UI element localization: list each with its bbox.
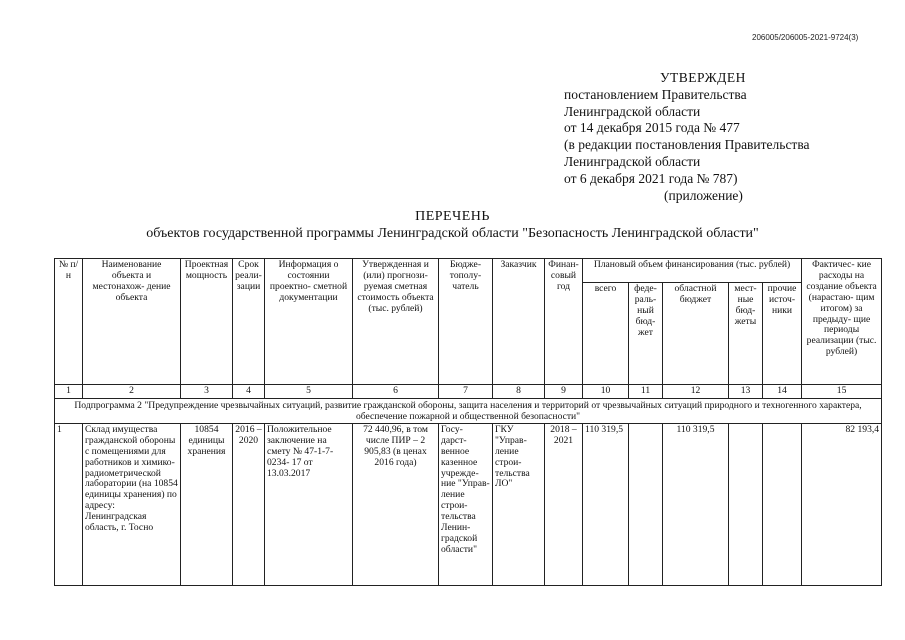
approval-title: УТВЕРЖДЕН: [660, 70, 746, 85]
header-cost: Утвержденная и (или) прогнози- руемая сметная стоимость объекта (тыс. рублей): [353, 259, 439, 385]
approval-line: (в редакции постановления Правительства: [564, 137, 810, 153]
document-title: ПЕРЕЧЕНЬ: [415, 209, 490, 224]
cell-plan-other: [763, 423, 802, 585]
header-actual: Фактичес- кие расходы на создание объекта (нарастаю- щим итогом) за предыду- щие периоды реализации (тыс. рублей): [802, 259, 882, 385]
approval-line: от 14 декабря 2015 года № 477: [564, 120, 740, 136]
subprogram-row: Подпрограмма 2 "Предупреждение чрезвычайных ситуаций, развитие гражданской обороны, защита населения и территорий от чрезвычайных ситуаций природного и техногенного характера, обеспечение пожарной и общественной безопасности": [55, 398, 882, 423]
header-docs: Информация о состоянии проектно- сметной документации: [265, 259, 353, 385]
col-number: 9: [545, 385, 583, 399]
cell-plan-federal: [629, 423, 663, 585]
header-plan-local: мест- ные бюд- жеты: [729, 283, 763, 385]
header-term: Срок реали- зации: [233, 259, 265, 385]
cell-num: 1: [55, 423, 83, 585]
approval-block: [564, 70, 884, 204]
col-number: 4: [233, 385, 265, 399]
header-customer: Заказчик: [493, 259, 545, 385]
cell-plan-total: 110 319,5: [583, 423, 629, 585]
col-number: 15: [802, 385, 882, 399]
approval-appendix: (приложение): [664, 187, 743, 203]
col-number: 14: [763, 385, 802, 399]
col-number: 13: [729, 385, 763, 399]
header-plan-total: всего: [583, 283, 629, 385]
header-capacity: Проектная мощность: [181, 259, 233, 385]
approval-line: от 6 декабря 2021 года № 787): [564, 170, 738, 186]
cell-plan-local: [729, 423, 763, 585]
col-number: 3: [181, 385, 233, 399]
col-number: 12: [663, 385, 729, 399]
col-number: 8: [493, 385, 545, 399]
document-id: 206005/206005-2021-9724(3): [752, 33, 859, 42]
cell-term: 2016 – 2020: [233, 423, 265, 585]
header-name: Наименование объекта и местонахож- дение объекта: [83, 259, 181, 385]
col-number: 2: [83, 385, 181, 399]
cell-cost: 72 440,96, в том числе ПИР – 2 905,83 (в ценах 2016 года): [353, 423, 439, 585]
cell-fin-year: 2018 – 2021: [545, 423, 583, 585]
header-plan: Плановый объем финансирования (тыс. рублей): [583, 259, 802, 283]
cell-recipient: Госу- дарст- венное казенное учрежде- ние "Управ- ление строи- тельства Ленин- градской области": [439, 423, 493, 585]
approval-line: постановлением Правительства: [564, 86, 747, 102]
approval-line: Ленинградской области: [564, 153, 701, 169]
header-fin-year: Финан- совый год: [545, 259, 583, 385]
header-plan-other: прочие источ- ники: [763, 283, 802, 385]
col-number: 1: [55, 385, 83, 399]
col-number: 5: [265, 385, 353, 399]
cell-capacity: 10854 единицы хранения: [181, 423, 233, 585]
col-number: 6: [353, 385, 439, 399]
cell-plan-regional: 110 319,5: [663, 423, 729, 585]
approval-line: Ленинградской области: [564, 103, 701, 119]
header-plan-federal: феде- раль- ный бюд- жет: [629, 283, 663, 385]
col-number: 7: [439, 385, 493, 399]
col-number: 11: [629, 385, 663, 399]
objects-table: [54, 258, 882, 586]
header-recipient: Бюдже- тополу- чатель: [439, 259, 493, 385]
cell-actual: 82 193,4: [802, 423, 882, 585]
header-plan-regional: областной бюджет: [663, 283, 729, 385]
cell-docs: Положительное заключение на смету № 47-1-7-0234- 17 от 13.03.2017: [265, 423, 353, 585]
table-row: [55, 423, 882, 585]
cell-customer: ГКУ "Управ- ление строи- тельства ЛО": [493, 423, 545, 585]
header-num: № п/н: [55, 259, 83, 385]
cell-name: Склад имущества гражданской обороны с помещениями для работников и химико- радиометрической лаборатории (на 10854 единицы хранения) по адресу: Ленинградская область, г. Тосно: [83, 423, 181, 585]
document-subtitle: объектов государственной программы Ленинградской области "Безопасность Ленинградской области": [146, 226, 759, 241]
col-number: 10: [583, 385, 629, 399]
